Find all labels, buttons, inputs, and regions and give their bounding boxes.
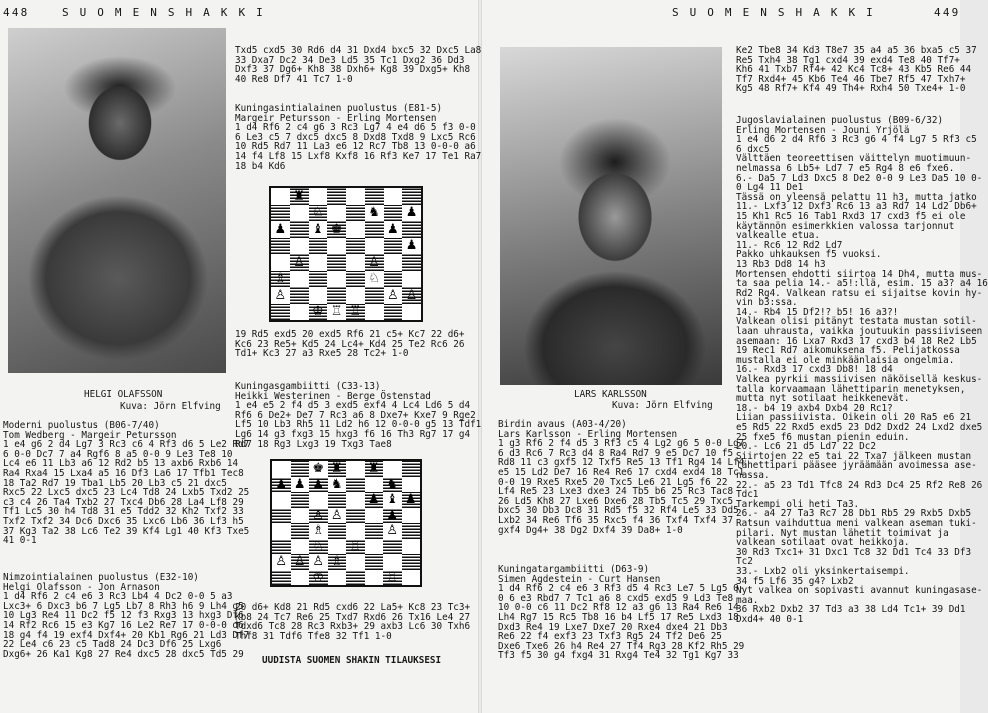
board-square	[402, 287, 421, 304]
white-piece-icon: ♗	[312, 523, 325, 539]
board-square	[309, 461, 328, 477]
board-square	[291, 477, 310, 493]
board-square	[309, 205, 328, 222]
white-piece-icon: ♙	[275, 554, 288, 570]
board-square	[365, 539, 384, 555]
board-square	[309, 492, 328, 508]
board-square	[309, 221, 328, 238]
board-square	[346, 238, 365, 255]
board-square	[383, 554, 402, 570]
board-square	[309, 508, 328, 524]
board-square	[291, 570, 310, 586]
board-square	[328, 554, 347, 570]
black-piece-icon: ♝	[386, 492, 399, 508]
board-square	[346, 539, 365, 555]
photo-caption-name-left: HELGI OLAFSSON	[84, 389, 163, 400]
chess-board-2	[270, 459, 422, 587]
board-square	[272, 539, 291, 555]
black-piece-icon: ♝	[312, 221, 324, 237]
black-piece-icon: ♜	[330, 461, 343, 477]
board-square	[365, 188, 384, 205]
board-square	[328, 539, 347, 555]
board-square	[327, 238, 346, 255]
black-piece-icon: ♟	[275, 476, 288, 492]
board-square	[309, 188, 328, 205]
board-square	[328, 461, 347, 477]
board-square	[272, 508, 291, 524]
black-piece-icon: ♞	[330, 476, 343, 492]
board-square	[346, 254, 365, 271]
game-continuation-right-top: Ke2 Tbe8 34 Kd3 T8e7 35 a4 a5 36 bxa5 c5 37 Re5 Txh4 38 Tg1 cxd4 39 exd4 Te8 40 Tf7+ Kh6 41 Txb7 Rf4+ 42 Kc4 Tc8+ 43 Kb5 Re6 44 Tf7 Rxd4+ 45 Kb6 Te4 46 Tbe7 Rf5 47 Txh7+ Kg5 48 Rf7+ Kf4 49 Th4+ Rxh4 50 Txe4+ 1-0	[736, 45, 977, 95]
board-square	[383, 492, 402, 508]
white-piece-icon: ♙	[293, 554, 306, 570]
board-square	[402, 523, 421, 539]
game-continuation-top: Txd5 cxd5 30 Rd6 d4 31 Dxd4 bxc5 32 Dxc5 La8 33 Dxa7 Dc2 34 De3 Ld5 35 Tc1 Dxg2 36 Dd3 Dxf3 37 Dg6+ Kh8 38 Dxh6+ Kg8 39 Dxg5+ Kh8 40 Re8 Df7 41 Tc7 1-0	[235, 45, 482, 85]
game-text-wedberg-petursson: Moderni puolustus (B06-7/40) Tom Wedberg - Margeir Petursson 1 e4 g6 2 d4 Lg7 3 Rc3 c6 4 Rf3 d6 5 Le2 Rd7 6 0-0 Dc7 7 a4 Rgf6 8 a5 0-0 9 Le3 Te8 10 Lc4 e6 11 Lb3 a6 12 Rd2 b5 13 axb6 Rxb6 14 Ra4 Rxa4 15 Lxa4 a5 16 Df3 La6 17 Tfb1 Tec8 18 Ta2 Rd7 19 Tba1 Lb5 20 Lb3 c5 21 dxc5 Rxc5 22 Lxc5 dxc5 23 Lc4 Td8 24 Lxb5 Txd2 25 c3 c4 26 Ta4 Txb2 27 Txc4 Db6 28 La4 Lf8 29 Tf1 Lc5 30 h4 Td8 31 e5 Tdd2 32 Kh2 Txf2 33 Txf2 Txf2 34 Dc6 Dxc6 35 Lxc6 Lb6 36 Lf3 h5 37 Kg3 Ta2 38 Lc6 Te2 39 Kf4 Lg1 40 Kf3 Txe5 41 0-1	[3, 420, 250, 547]
board-square	[290, 188, 309, 205]
board-square	[384, 287, 403, 304]
black-piece-icon: ♜	[293, 188, 305, 204]
photo-credit-right: Kuva: Jörn Elfving	[612, 400, 713, 411]
black-piece-icon: ♟	[293, 476, 306, 492]
board-square	[309, 570, 328, 586]
board-square	[402, 205, 421, 222]
board-square	[346, 304, 365, 321]
board-square	[402, 492, 421, 508]
board-square	[365, 508, 384, 524]
board-square	[272, 461, 291, 477]
white-piece-icon: ♗	[274, 271, 287, 287]
black-piece-icon: ♟	[405, 238, 418, 254]
board-square	[402, 304, 421, 321]
left-page-number: 448	[3, 6, 30, 19]
board-square	[384, 254, 403, 271]
board-square	[383, 523, 402, 539]
black-piece-icon: ♚	[330, 221, 343, 237]
board-square	[271, 221, 290, 238]
board-square	[402, 271, 421, 288]
white-piece-icon: ♙	[330, 507, 343, 523]
board-square	[383, 508, 402, 524]
board-square	[384, 271, 403, 288]
board-square	[272, 477, 291, 493]
board-square	[402, 254, 421, 271]
board-square	[309, 477, 328, 493]
white-piece-icon: ♘	[368, 271, 380, 287]
subscription-footer: UUDISTA SUOMEN SHAKIN TILAUKSESI	[262, 655, 442, 666]
board-square	[271, 238, 290, 255]
board-square	[365, 205, 384, 222]
board-square	[346, 508, 365, 524]
board-square	[290, 271, 309, 288]
board-square	[309, 271, 328, 288]
board-square	[346, 205, 365, 222]
board-square	[365, 570, 384, 586]
board-square	[328, 477, 347, 493]
black-piece-icon: ♟	[387, 221, 399, 237]
board-square	[328, 508, 347, 524]
white-piece-icon: ♘	[312, 205, 324, 221]
black-piece-icon: ♟	[274, 221, 287, 237]
board-square	[346, 492, 365, 508]
right-running-head: S U O M E N S H A K K I	[672, 6, 875, 19]
board-square	[271, 205, 290, 222]
board-square	[309, 554, 328, 570]
board-square	[291, 539, 310, 555]
board-square	[402, 554, 421, 570]
board-square	[272, 554, 291, 570]
chess-board-1	[269, 186, 423, 322]
white-piece-icon: ♖	[330, 304, 343, 320]
board-square	[290, 287, 309, 304]
black-piece-icon: ♟	[404, 492, 417, 508]
board-square	[383, 461, 402, 477]
board-square	[327, 188, 346, 205]
board-square	[365, 271, 384, 288]
board-square	[291, 492, 310, 508]
board-square	[271, 188, 290, 205]
board-square	[346, 221, 365, 238]
board-square	[384, 205, 403, 222]
board-square	[309, 539, 328, 555]
board-square	[402, 570, 421, 586]
white-piece-icon: ♖	[349, 304, 362, 320]
board-square	[291, 508, 310, 524]
board-square	[327, 304, 346, 321]
board-square	[271, 271, 290, 288]
black-piece-icon: ♞	[386, 476, 399, 492]
board-square	[384, 188, 403, 205]
board-square	[290, 205, 309, 222]
board-square	[346, 287, 365, 304]
board-square	[290, 304, 309, 321]
white-piece-icon: ♙	[293, 254, 305, 270]
black-piece-icon: ♟	[367, 492, 380, 508]
board-square	[346, 554, 365, 570]
board-square	[327, 271, 346, 288]
board-square	[384, 238, 403, 255]
board-square	[346, 188, 365, 205]
board-square	[309, 254, 328, 271]
board-square	[328, 492, 347, 508]
white-piece-icon: ♙	[312, 507, 325, 523]
board-square	[309, 287, 328, 304]
photo-credit-left: Kuva: Jörn Elfving	[120, 401, 221, 412]
board-square	[365, 477, 384, 493]
board-square	[327, 221, 346, 238]
board-square	[346, 477, 365, 493]
photo-caption-name-right: LARS KARLSSON	[574, 389, 647, 400]
white-piece-icon: ♙	[386, 523, 399, 539]
board-square	[290, 221, 309, 238]
board-square	[365, 523, 384, 539]
black-piece-icon: ♟	[386, 507, 399, 523]
game-text-westerinen-ostenstad: Kuningasgambiitti (C33-13) Heikki Westerinen - Berge Östenstad 1 e4 e5 2 f4 d5 3 exd5 exf4 4 Lc4 Ld6 5 d4 Rf6 6 De2+ De7 7 Rc3 a6 8 Dxe7+ Kxe7 9 Rge2 Lf5 10 Lb3 Rh5 11 Ld2 h6 12 0-0-0 g5 13 Tdf1 Lg6 14 g3 fxg3 15 hxg3 f6 16 Th3 Rg7 17 g4 Rd7 18 Rg3 Lxg3 19 Txg3 Tae8	[235, 381, 482, 450]
board-square	[346, 570, 365, 586]
black-piece-icon: ♟	[312, 476, 325, 492]
black-piece-icon: ♜	[367, 461, 380, 477]
white-piece-icon: ♙	[387, 287, 399, 303]
board-square	[402, 508, 421, 524]
white-piece-icon: ♙	[405, 287, 418, 303]
photo-helgi-olafsson	[8, 28, 226, 373]
board-square	[365, 304, 384, 321]
board-square	[383, 539, 402, 555]
board-square	[327, 287, 346, 304]
board-square	[402, 188, 421, 205]
board-square	[328, 523, 347, 539]
board-square	[327, 205, 346, 222]
black-piece-icon: ♚	[312, 461, 325, 477]
board-square	[272, 523, 291, 539]
board-square	[384, 221, 403, 238]
board-square	[271, 304, 290, 321]
game-text-after-board-2: 20 d6+ Kd8 21 Rd5 cxd6 22 La5+ Kc8 23 Tc3+ Kb8 24 Tc7 Re6 25 Txd7 Rxd6 26 Tx16 Le4 27 Tdxd6 Tc8 28 Rc3 Rxb3+ 29 axb3 Lc6 30 Txh6 Thf8 31 Tdf6 Tfe8 32 Tf1 1-0	[235, 602, 471, 642]
board-square	[365, 492, 384, 508]
board-square	[384, 304, 403, 321]
board-square	[346, 523, 365, 539]
board-square	[290, 238, 309, 255]
white-piece-icon: ♙	[312, 554, 325, 570]
photo-lars-karlsson	[500, 47, 722, 385]
board-square	[383, 570, 402, 586]
white-piece-icon: ♙	[368, 254, 380, 270]
left-running-head: S U O M E N S H A K K I	[62, 6, 265, 19]
board-square	[383, 477, 402, 493]
right-page-number: 449	[934, 6, 961, 19]
board-square	[309, 523, 328, 539]
game-text-agdestein-hansen: Kuningatargambiitti (D63-9) Simen Agdestein - Curt Hansen 1 d4 Rf6 2 c4 e6 3 Rf3 d5 4 Rc3 Le7 5 Lg5 0- 0 6 e3 Rbd7 7 Tc1 a6 8 cxd5 exd5 9 Ld3 Te8 10 0-0 c6 11 Dc2 Rf8 12 a3 g6 13 Ra4 Re6 14 Lh4 Rg7 15 Rc5 Tb8 16 b4 Lf5 17 Re5 Lxd3 18 Dxd3 Re4 19 Lxe7 Dxe7 20 Rxe4 dxe4 21 Db3 Re6 22 f4 exf3 23 Txf3 Rg5 24 Tf2 De6 25 Dxe6 Txe6 26 h4 Re4 27 Tf4 Rg3 28 Kf2 Rh5 29 Tf3 f5 30 g4 fxg4 31 Rxg4 Te4 32 Tg1 Kg7 33	[498, 564, 745, 662]
white-piece-icon: ♘	[312, 538, 325, 554]
board-square	[291, 523, 310, 539]
board-square	[271, 254, 290, 271]
board-square	[346, 271, 365, 288]
board-square	[402, 477, 421, 493]
board-square	[402, 238, 421, 255]
board-square	[328, 570, 347, 586]
board-square	[291, 554, 310, 570]
white-piece-icon: ♗	[330, 554, 343, 570]
board-square	[309, 304, 328, 321]
game-text-petursson-mortensen: Kuningasintialainen puolustus (E81-5) Margeir Petursson - Erling Mortensen 1 d4 Rf6 2 c4 g6 3 Rc3 Lg7 4 e4 d6 5 f3 0-0 6 Le3 c5 7 dxc5 dxc5 8 Dxd8 Txd8 9 Lxc5 Rc6 10 Rd5 Rd7 11 La3 e6 12 Rc7 Tb8 13 0-0-0 a6 14 f4 Lf8 15 Lxf8 Kxf8 16 Rf3 Ke7 17 Te1 Ra7 18 b4 Kd6	[235, 103, 482, 172]
black-piece-icon: ♟	[405, 205, 418, 221]
game-text-olafsson-arnason: Nimzointialainen puolustus (E32-10) Helgi Olafsson - Jon Arnason 1 d4 Rf6 2 c4 e6 3 Rc3 Lb4 4 Dc2 0-0 5 a3 Lxc3+ 6 Dxc3 b6 7 Lg5 Lb7 8 Rh3 h6 9 Lh4 g5 10 Lg3 Re4 11 Dc2 f5 12 f3 Rxg3 13 hxg3 Df6 14 Rf2 Rc6 15 e3 Kg7 16 Le2 Re7 17 0-0-0 d6 18 g4 f4 19 exf4 Dxf4+ 20 Kb1 Rg6 21 Ld3 Df7 22 Le4 c6 23 c5 Tad8 24 Dc3 Df6 25 Lxg6 Dxg6+ 26 Ka1 Kg8 27 Re4 dxc5 28 dxc5 Td5 29	[3, 572, 250, 660]
game-text-karlsson-mortensen: Birdin avaus (A03-4/20) Lars Karlsson - Erling Mortensen 1 g3 Rf6 2 f4 d5 3 Rf3 c5 4 Lg2 g6 5 0-0 Lg7 6 d3 Rc6 7 Rc3 d4 8 Ra4 Rd7 9 e5 Dc7 10 f5 Rd8 11 c3 gxf5 12 Txf5 Re5 13 Tf1 Rg4 14 Lf4 e5 15 Ld2 De7 16 Re4 Re6 17 cxd4 exd4 18 Tc1 0-0 19 Rxe5 Rxe5 20 Txc5 Le6 21 Lg5 f6 22 Lf4 Re5 23 Lxe3 dxe3 24 Tb5 b6 25 Rc3 Tac8 26 Ld5 Kh8 27 Lxe6 Dxe6 28 Tb5 Tc5 29 Txc5 bxc5 30 Db3 Dc8 31 Rd5 f5 32 Rf4 Le5 33 Dd5 Lxb2 34 Re6 Tf6 35 Rxc5 f4 36 Txf4 Txf4 37 gxf4 Dg4+ 38 Dg2 Dxf4 39 Da8+ 1-0	[498, 419, 745, 536]
board-square	[365, 254, 384, 271]
board-square	[365, 221, 384, 238]
board-square	[271, 287, 290, 304]
board-square	[291, 461, 310, 477]
white-piece-icon: ♖	[349, 538, 362, 554]
board-square	[402, 221, 421, 238]
white-piece-icon: ♔	[312, 304, 324, 320]
board-square	[402, 539, 421, 555]
board-square	[365, 461, 384, 477]
white-piece-icon: ♙	[274, 287, 287, 303]
board-square	[346, 461, 365, 477]
board-square	[365, 238, 384, 255]
board-square	[402, 461, 421, 477]
board-square	[272, 492, 291, 508]
board-square	[365, 554, 384, 570]
white-piece-icon: ♖	[386, 569, 399, 585]
game-text-after-board-1: 19 Rd5 exd5 20 exd5 Rf6 21 c5+ Kc7 22 d6+ Kc6 23 Re5+ Kd5 24 Lc4+ Kd4 25 Te2 Rc6 26 Td1+ Kc3 27 a3 Rxe5 28 Tc2+ 1-0	[235, 329, 465, 360]
white-piece-icon: ♔	[312, 569, 325, 585]
board-square	[272, 570, 291, 586]
board-square	[365, 287, 384, 304]
game-text-mortensen-yrjola: Jugoslavialainen puolustus (B09-6/32) Erling Mortensen - Jouni Yrjölä 1 e4 d6 2 d4 Rf6 3 Rc3 g6 4 f4 Lg7 5 Rf3 c5 6 dxc5 Välttäen teoreettisen väittelyn muotimuun- nelmassa 6 Lb5+ Ld7 7 e5 Rg4 8 e6 fxe6. 6.- Da5 7 Ld3 Dxc5 8 De2 0-0 9 Le3 Da5 10 0- 0 Lg4 11 De1 Tässä on yleensä pelattu 11 h3, mutta jatko 11.- Lxf3 12 Dxf3 Rc6 13 a3 Rd7 14 Ld2 Db6+ 15 Kh1 Rc5 16 Tab1 Rxd3 17 cxd3 f5 ei ole käytännön esimerkkien valossa tarjonnut valkealle etua. 11.- Rc6 12 Rd2 Ld7 Pakko uhkauksen f5 vuoksi. 13 Rb3 Dd8 14 h3 Mortensen ehdotti siirtoa 14 Dh4, mutta mus- ta saa pelia 14.- a5!:llä, esim. 15 a3? a4 16 Rd2 Rg4. Valkean ratsu ei sijaitse kovin hy- vin b3:ssa. 14.- Rb4 15 Df2!? b5! 16 a3?! Valkean olisi pitänyt testata mustan sotil- laan uhrausta, vaikka joutuukin passiiviseen asemaan: 16 Lxa7 Rxd3 17 cxd3 b4 18 Re2 Lb5 19 Rec1 Rd7 aikomuksena f5. Pelijatkossa mustalla ei ole minkäänlaisia ongelmia. 16.- Rxd3 17 cxd3 Db8! 18 d4 Valkea pyrkii massiivisen näköisellä keskus- talla korvaamaan lähettiparin menetyksen, mutta nyt sotilaat heikkenevät. 18.- b4 19 axb4 Dxb4 20 Rc1? Liian passiivista. Oikein oli 20 Ra5 e6 21 e5 Rd5 22 Rxd5 exd5 23 Dd2 Dxd2 24 Lxd2 dxe5 25 fxe5 f6 mustan pienin eduin. 20.- Lc6 21 d5 Ld7 22 Dc2 Siirtojen 22 e5 tai 22 Txa7 jälkeen mustan lähettipari pääsee jyräämään avoimessa ase- nassa. 22.- a5 23 Td1 Tfc8 24 Rd3 Dc4 25 Rf2 Re8 26 Tdc1 Tarkempi oli heti Ta3. 26.- a4 27 Ta3 Rc7 28 Db1 Rb5 29 Rxb5 Dxb5 Ratsun vaihduttua meni valkean aseman tuki- pilari. Nyt mustan lähetit toimivat ja valkean sotilaat ovat heikkoja. 30 Rd3 Txc1+ 31 Dxc1 Tc8 32 Dd1 Tc4 33 Df3 Tc2 33.- Lxb2 oli yksinkertaisempi. 34 f5 Lf6 35 g4? Lxb2 Nyt valkea on sopivasti avannut kuningasase- maa. 36 Rxb2 Dxb2 37 Td3 a3 38 Ld4 Tc1+ 39 Dd1 Dxd4+ 40 0-1	[736, 115, 988, 625]
board-square	[309, 238, 328, 255]
board-square	[327, 254, 346, 271]
board-square	[290, 254, 309, 271]
black-piece-icon: ♞	[368, 205, 380, 221]
